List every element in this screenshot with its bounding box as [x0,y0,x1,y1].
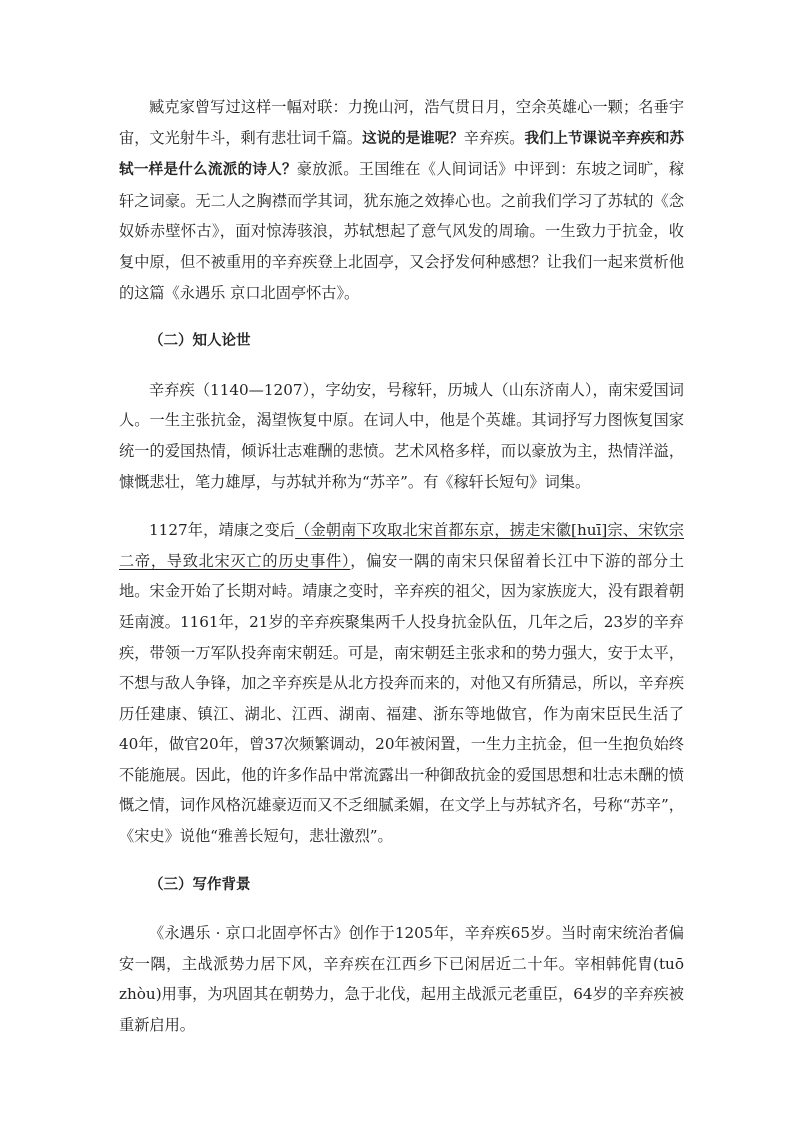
couplet-text: 臧克家曾写过这样一幅对联：力挽山河，浩气贯日月，空余英雄心一颗；名垂宇宙，文光射牛斗，剩有悲壮词千篇。 [119,98,684,147]
answer-xin-qiji: 辛弃疾。 [463,128,525,147]
section-heading-writing-background: （三）写作背景 [149,876,251,893]
section-heading-background-author: （二）知人论世 [149,333,251,350]
history-paragraph [119,515,684,852]
question-who: 这说的是谁呢？ [362,130,464,147]
jingkang-note: （金朝南下攻取北宋首都东京，掳走宋徽[huī]宗、宋钦宗二帝，导致北宋灭亡的历史事件） [119,521,684,570]
document-body [119,92,684,1059]
history-body: ，偏安一隅的南宋只保留着长江中下游的部分土地。宋金开始了长期对峙。靖康之变时，辛弃疾的祖父，因为家族庞大，没有跟着朝廷南渡。1161年，21岁的辛弃疾聚集两千人投身抗金队伍，几年之后，23岁的辛弃疾，带领一万军队投奔南宋朝廷。可是，南宋朝廷主张求和的势力强大，安于太平，不想与敌人争锋，加之辛弃疾是从北方投奔而来的，对他又有所猜忌，所以，辛弃疾历任建康、镇江、湖北、江西、湖南、福建、浙东等地做官，作为南宋臣民生活了40年，做官20年，曾37次频繁调动，20年被闲置，一生力主抗金，但一生抱负始终不能施展。因此，他的许多作品中常流露出一种御敌抗金的爱国思想和壮志未酬的愤慨之情，词作风格沉雄豪迈而又不乏细腻柔媚，在文学上与苏轼齐名，号称“苏辛”，《宋史》说他“雅善长短句，悲壮激烈”。 [119,551,685,846]
history-intro: 1127年，靖康之变后 [149,521,296,540]
author-bio-paragraph: 辛弃疾（1140—1207），字幼安，号稼轩，历城人（山东济南人），南宋爱国词人。一生主张抗金，渴望恢复中原。在词人中，他是个英雄。其词抒写力图恢复国家统一的爱国热情，倾诉壮志难酬的悲愤。艺术风格多样，而以豪放为主，热情洋溢，慷慨悲壮，笔力雄厚，与苏轼并称为“苏辛”。有《稼轩长短句》词集。 [119,380,684,491]
question-school: 我们上节课说辛弃疾和苏轼一样是什么流派的诗人？ [119,130,685,179]
intro-paragraph [119,92,684,308]
answer-school-text: 豪放派。王国维在《人间词话》中评到：东坡之词旷，稼轩之词豪。无二人之胸襟而学其词，犹东施之效捧心也。之前我们学习了苏轼的《念奴娇赤壁怀古》，面对惊涛骇浪，苏轼想起了意气风发的周瑜。一生致力于抗金，收复中原，但不被重用的辛弃疾登上北固亭，又会抒发何种感想？让我们一起来赏析他的这篇《永遇乐 京口北固亭怀古》。 [119,160,685,302]
writing-background-paragraph: 《永遇乐 · 京口北固亭怀古》创作于1205年，辛弃疾65岁。当时南宋统治者偏安一隅，主战派势力居下风，辛弃疾在江西乡下已闲居近二十年。宰相韩侂胄(tuō zhòu)用事，为巩固其在朝势力，急于北伐，起用主战派元老重臣，64岁的辛弃疾被重新启用。 [119,924,684,1035]
